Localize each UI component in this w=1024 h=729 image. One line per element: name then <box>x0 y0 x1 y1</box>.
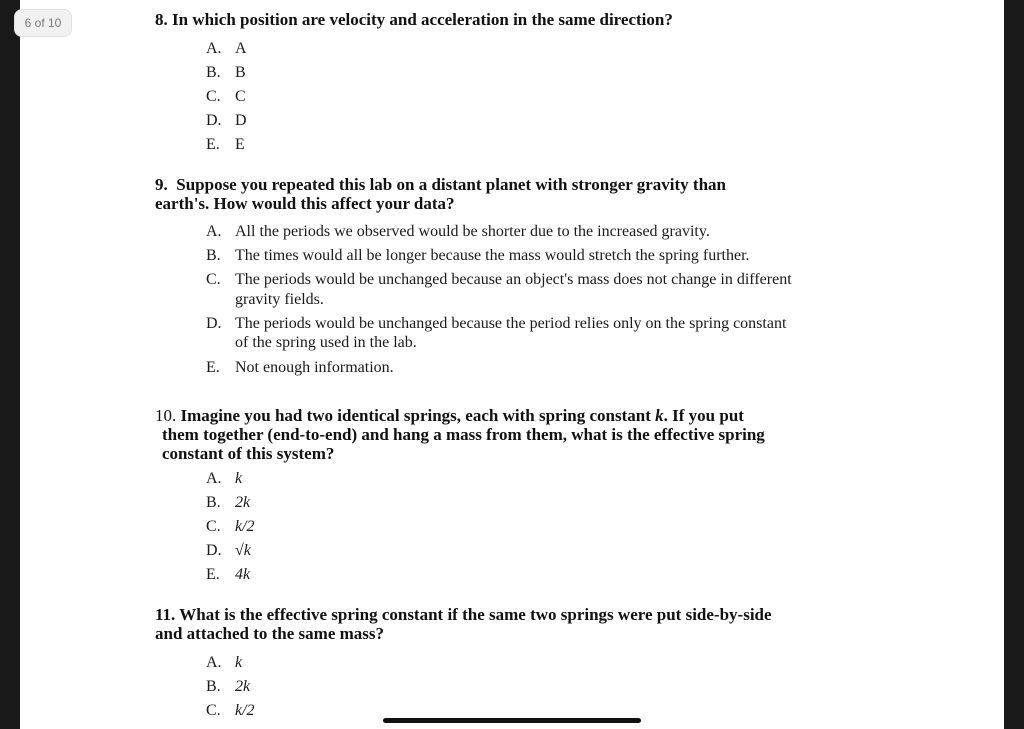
question-number: 9. <box>155 175 168 194</box>
option-letter: A. <box>206 223 222 240</box>
option-letter: C. <box>206 271 221 288</box>
option-a <box>206 39 247 58</box>
question-10-text-cont <box>162 444 334 463</box>
option-text: Not enough information. <box>235 359 394 376</box>
option-letter: B. <box>206 494 221 511</box>
option-text: k <box>235 470 243 487</box>
option-letter: E. <box>206 566 220 583</box>
home-indicator-bar[interactable] <box>383 718 641 723</box>
option-text: C <box>235 88 246 105</box>
option-text: E <box>235 136 245 153</box>
question-line: constant of this system? <box>162 444 335 463</box>
option-letter: D. <box>206 112 222 129</box>
option-letter: B. <box>206 247 221 264</box>
option-text: The times would all be longer because the mass would stretch the spring further. <box>235 247 750 264</box>
question-9-text-cont <box>155 194 455 213</box>
option-a <box>206 653 242 672</box>
question-line: them together (end-to-end) and hang a mass from them, what is the effective spring <box>162 425 765 444</box>
question-line: and attached to the same mass? <box>155 624 385 643</box>
option-letter: D. <box>206 542 222 559</box>
option-letter: C. <box>206 518 221 535</box>
option-text: k <box>235 654 243 671</box>
option-text: B <box>235 64 246 81</box>
question-9-text <box>155 175 726 194</box>
option-c-cont: gravity fields. <box>235 291 324 308</box>
option-text: All the periods we observed would be shorter due to the increased gravity. <box>235 223 710 240</box>
question-line: Imagine you had two identical springs, each with spring constant <box>180 406 656 425</box>
question-8-text <box>155 10 673 29</box>
option-text: k/2 <box>235 702 255 719</box>
question-10-text <box>155 406 744 425</box>
option-text: The periods would be unchanged because an object's mass does not change in different <box>235 271 792 288</box>
option-letter: C. <box>206 88 221 105</box>
option-b <box>206 677 250 696</box>
option-c <box>206 517 255 536</box>
question-number: 11. <box>155 605 176 624</box>
option-letter: B. <box>206 678 221 695</box>
option-text: k/2 <box>235 518 255 535</box>
option-a <box>206 222 710 241</box>
option-letter: A. <box>206 40 222 57</box>
document-page <box>20 0 1004 729</box>
option-text: A <box>235 40 247 57</box>
option-d-cont: of the spring used in the lab. <box>235 334 417 351</box>
option-b <box>206 63 246 82</box>
question-11-text-cont <box>155 624 384 643</box>
option-letter: C. <box>206 702 221 719</box>
question-line: In which position are velocity and acceleration in the same direction? <box>172 10 673 29</box>
question-number: 10. <box>155 406 177 425</box>
option-d <box>206 314 786 333</box>
page-indicator: 6 of 10 <box>14 9 72 37</box>
spring-constant-symbol: k <box>655 406 664 425</box>
option-c <box>206 701 255 720</box>
question-10-text-cont <box>162 425 765 444</box>
question-line: . If you put <box>663 406 744 425</box>
option-c <box>206 270 792 289</box>
question-number: 8. <box>155 10 168 29</box>
option-letter: E. <box>206 359 220 376</box>
option-letter: A. <box>206 654 222 671</box>
question-line: What is the effective spring constant if the same two springs were put side-by-side <box>179 605 772 624</box>
option-d <box>206 541 251 560</box>
option-a <box>206 469 242 488</box>
question-11-text <box>155 605 772 624</box>
option-text: 2k <box>235 678 251 695</box>
option-letter: B. <box>206 64 221 81</box>
option-text: The periods would be unchanged because the period relies only on the spring constant <box>235 315 787 332</box>
option-c <box>206 87 246 106</box>
option-letter: D. <box>206 315 222 332</box>
option-d <box>206 111 247 130</box>
option-letter: A. <box>206 470 222 487</box>
option-b <box>206 493 250 512</box>
option-text: 4k <box>235 566 251 583</box>
question-line: Suppose you repeated this lab on a distant planet with stronger gravity than <box>176 175 726 194</box>
option-text: 2k <box>235 494 251 511</box>
option-e <box>206 565 250 584</box>
option-e <box>206 358 394 377</box>
question-line: earth's. How would this affect your data? <box>155 194 455 213</box>
option-e <box>206 135 245 154</box>
option-text: D <box>235 112 247 129</box>
option-text: √k <box>235 542 251 559</box>
option-letter: E. <box>206 136 220 153</box>
option-b <box>206 246 750 265</box>
